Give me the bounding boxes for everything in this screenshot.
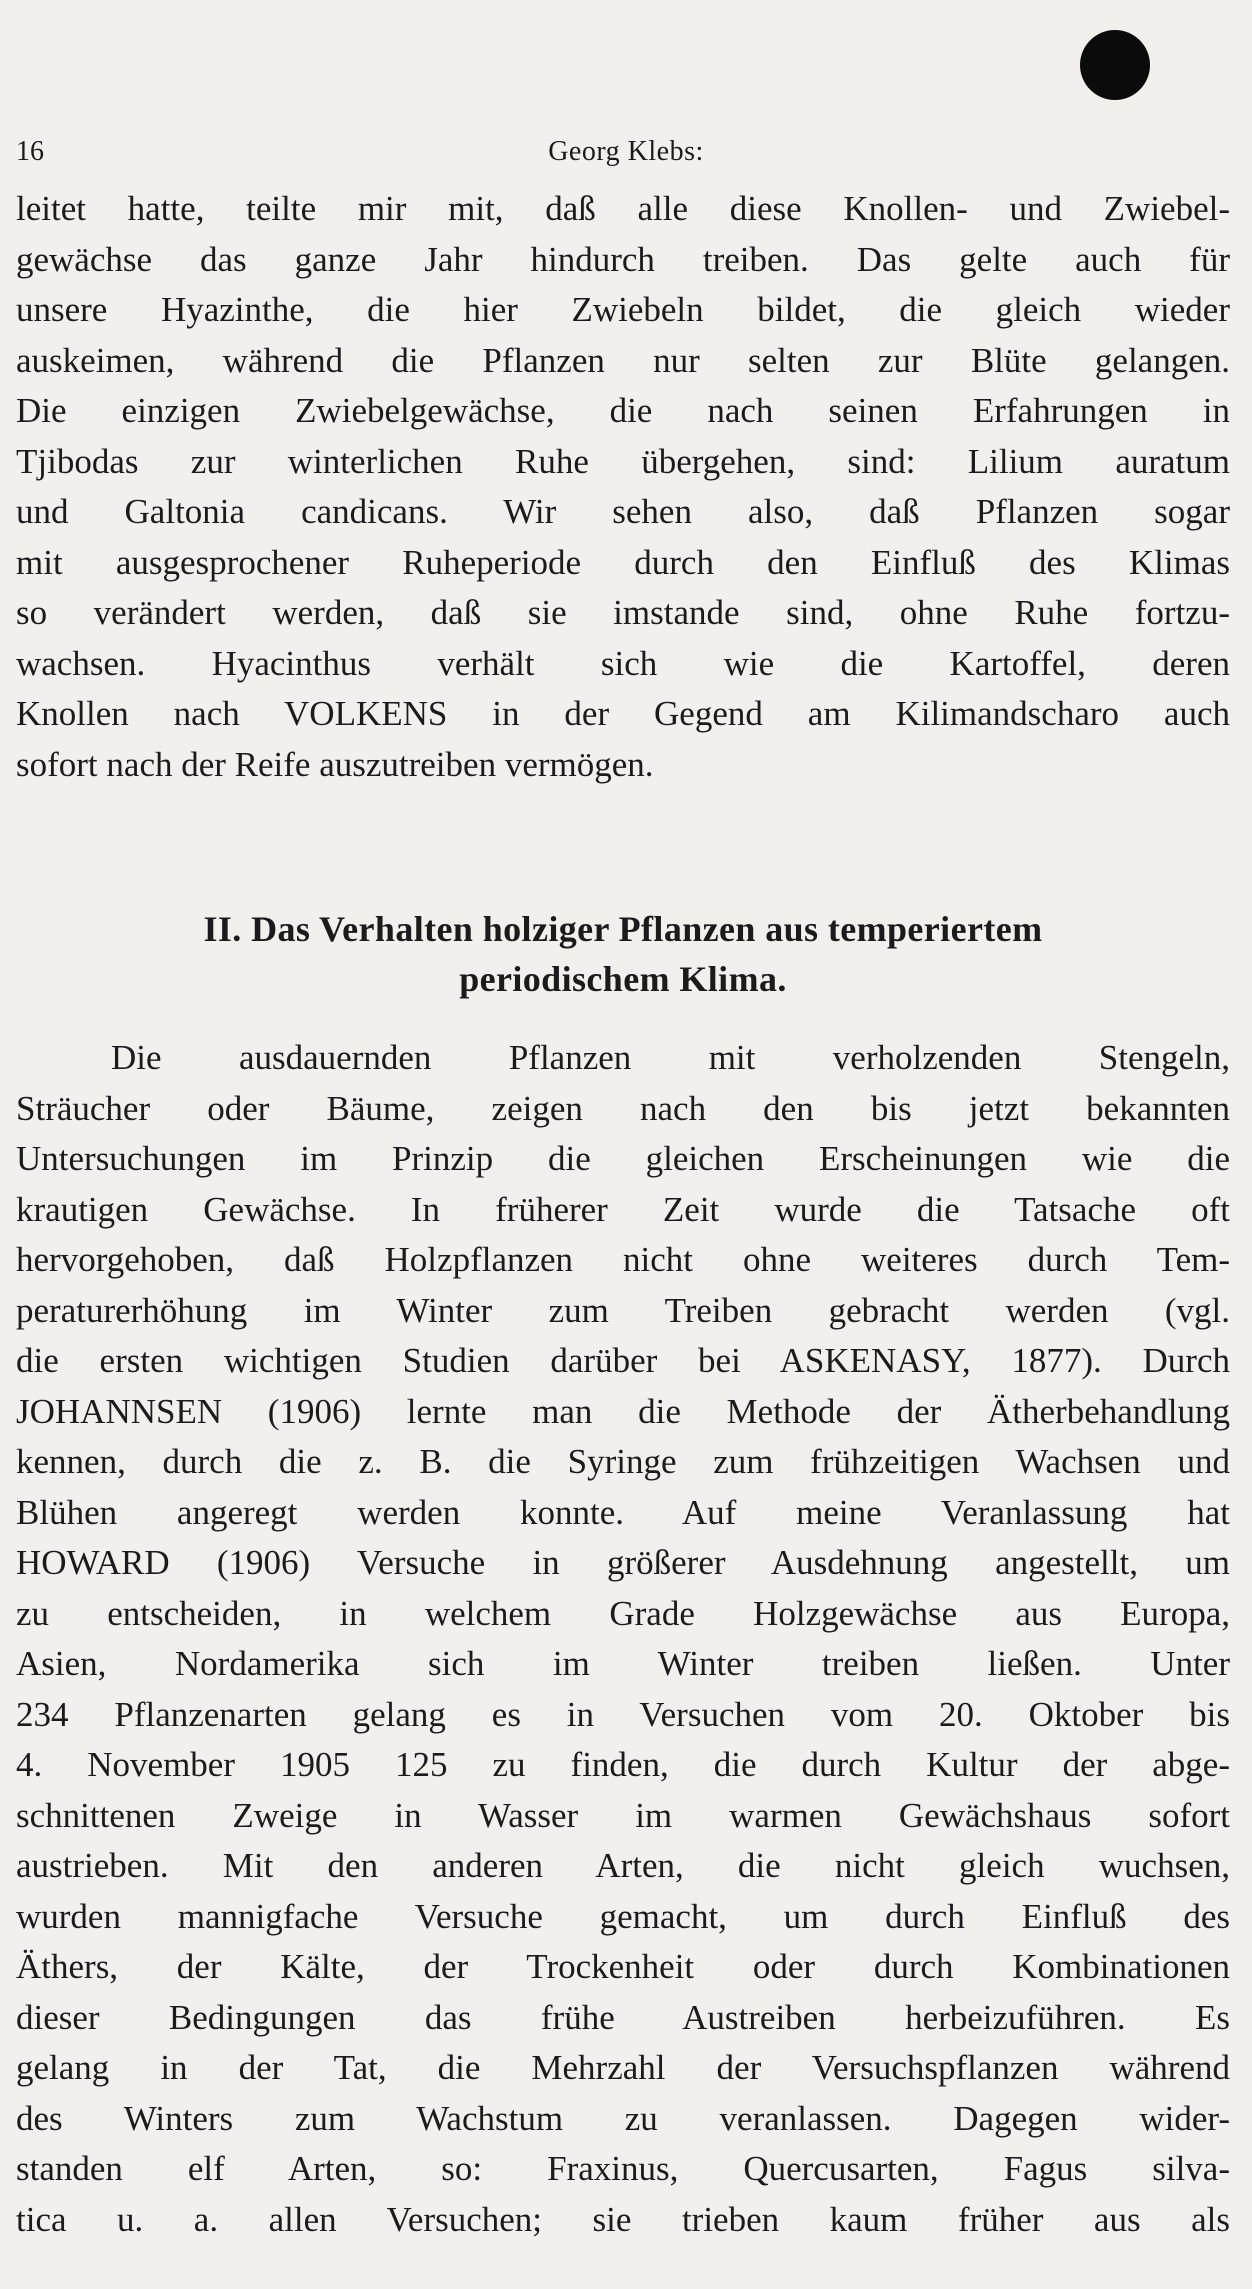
- paragraph-woody-plants: [16, 1033, 1230, 2245]
- text-line: sofort nach der Reife auszutreiben vermögen.: [16, 744, 654, 784]
- text-line: Knollen nach VOLKENS in der Gegend am Kilimandscharo auch: [16, 694, 1230, 733]
- text-line: Asien, Nordamerika sich im Winter treiben ließen. Unter: [16, 1644, 1230, 1683]
- text-line: so verändert werden, daß sie imstande sind, ohne Ruhe fortzu-: [16, 593, 1230, 632]
- text-line: kennen, durch die z. B. die Syringe zum frühzeitigen Wachsen und: [16, 1442, 1230, 1481]
- text-line: HOWARD (1906) Versuche in größerer Ausdehnung angestellt, um: [16, 1543, 1230, 1582]
- section-heading: [16, 904, 1230, 1004]
- text-line: gelang in der Tat, die Mehrzahl der Versuchspflanzen während: [16, 2048, 1230, 2087]
- text-line: 234 Pflanzenarten gelang es in Versuchen vom 20. Oktober bis: [16, 1694, 1230, 1734]
- text-line: Äthers, der Kälte, der Trockenheit oder durch Kombinationen: [16, 1947, 1230, 1986]
- text-line: leitet hatte, teilte mir mit, daß alle diese Knollen- und Zwiebel-: [16, 189, 1230, 228]
- text-line: krautigen Gewächse. In früherer Zeit wurde die Tatsache oft: [16, 1189, 1230, 1229]
- text-line: wachsen. Hyacinthus verhält sich wie die Kartoffel, deren: [16, 643, 1230, 683]
- page-header: [16, 136, 1236, 176]
- text-line: mit ausgesprochener Ruheperiode durch den Einfluß des Klimas: [16, 542, 1230, 582]
- text-line: auskeimen, während die Pflanzen nur selten zur Blüte gelangen.: [16, 340, 1230, 380]
- text-line: JOHANNSEN (1906) lernte man die Methode der Ätherbehandlung: [16, 1391, 1230, 1431]
- text-line: Blühen angeregt werden konnte. Auf meine Veranlassung hat: [16, 1492, 1230, 1532]
- text-line: die ersten wichtigen Studien darüber bei ASKENASY, 1877). Durch: [16, 1341, 1230, 1380]
- text-line: hervorgehoben, daß Holzpflanzen nicht ohne weiteres durch Tem-: [16, 1240, 1230, 1279]
- text-line: wurden mannigfache Versuche gemacht, um durch Einfluß des: [16, 1896, 1230, 1936]
- page-number: 16: [16, 136, 44, 167]
- paragraph-continued: [16, 184, 1230, 790]
- text-line: tica u. a. allen Versuchen; sie trieben kaum früher aus als: [16, 2199, 1230, 2239]
- punch-hole: [1080, 30, 1150, 100]
- text-line: und Galtonia candicans. Wir sehen also, daß Pflanzen sogar: [16, 492, 1230, 531]
- text-line: dieser Bedingungen das frühe Austreiben herbeizuführen. Es: [16, 1997, 1230, 2037]
- text-line: Untersuchungen im Prinzip die gleichen Erscheinungen wie die: [16, 1139, 1230, 1178]
- text-line: zu entscheiden, in welchem Grade Holzgewächse aus Europa,: [16, 1593, 1230, 1633]
- text-line: Die einzigen Zwiebelgewächse, die nach seinen Erfahrungen in: [16, 391, 1230, 430]
- text-line: austrieben. Mit den anderen Arten, die nicht gleich wuchsen,: [16, 1846, 1230, 1885]
- text-line: standen elf Arten, so: Fraxinus, Quercusarten, Fagus silva-: [16, 2149, 1230, 2188]
- section-heading-line: II. Das Verhalten holziger Pflanzen aus temperiertem: [203, 909, 1043, 949]
- text-line: 4. November 1905 125 zu finden, die durch Kultur der abge-: [16, 1745, 1230, 1784]
- text-line: Die ausdauernden Pflanzen mit verholzenden Stengeln,: [111, 1038, 1230, 1077]
- text-line: peraturerhöhung im Winter zum Treiben gebracht werden (vgl.: [16, 1290, 1230, 1330]
- text-line: unsere Hyazinthe, die hier Zwiebeln bildet, die gleich wieder: [16, 290, 1230, 329]
- running-title: Georg Klebs:: [548, 136, 704, 167]
- text-line: des Winters zum Wachstum zu veranlassen. Dagegen wider-: [16, 2098, 1230, 2138]
- section-heading-line: periodischem Klima.: [459, 959, 787, 999]
- text-line: Tjibodas zur winterlichen Ruhe übergehen, sind: Lilium auratum: [16, 441, 1230, 481]
- text-line: Sträucher oder Bäume, zeigen nach den bis jetzt bekannten: [16, 1088, 1230, 1128]
- text-line: gewächse das ganze Jahr hindurch treiben. Das gelte auch für: [16, 239, 1230, 279]
- text-line: schnittenen Zweige in Wasser im warmen Gewächshaus sofort: [16, 1795, 1230, 1835]
